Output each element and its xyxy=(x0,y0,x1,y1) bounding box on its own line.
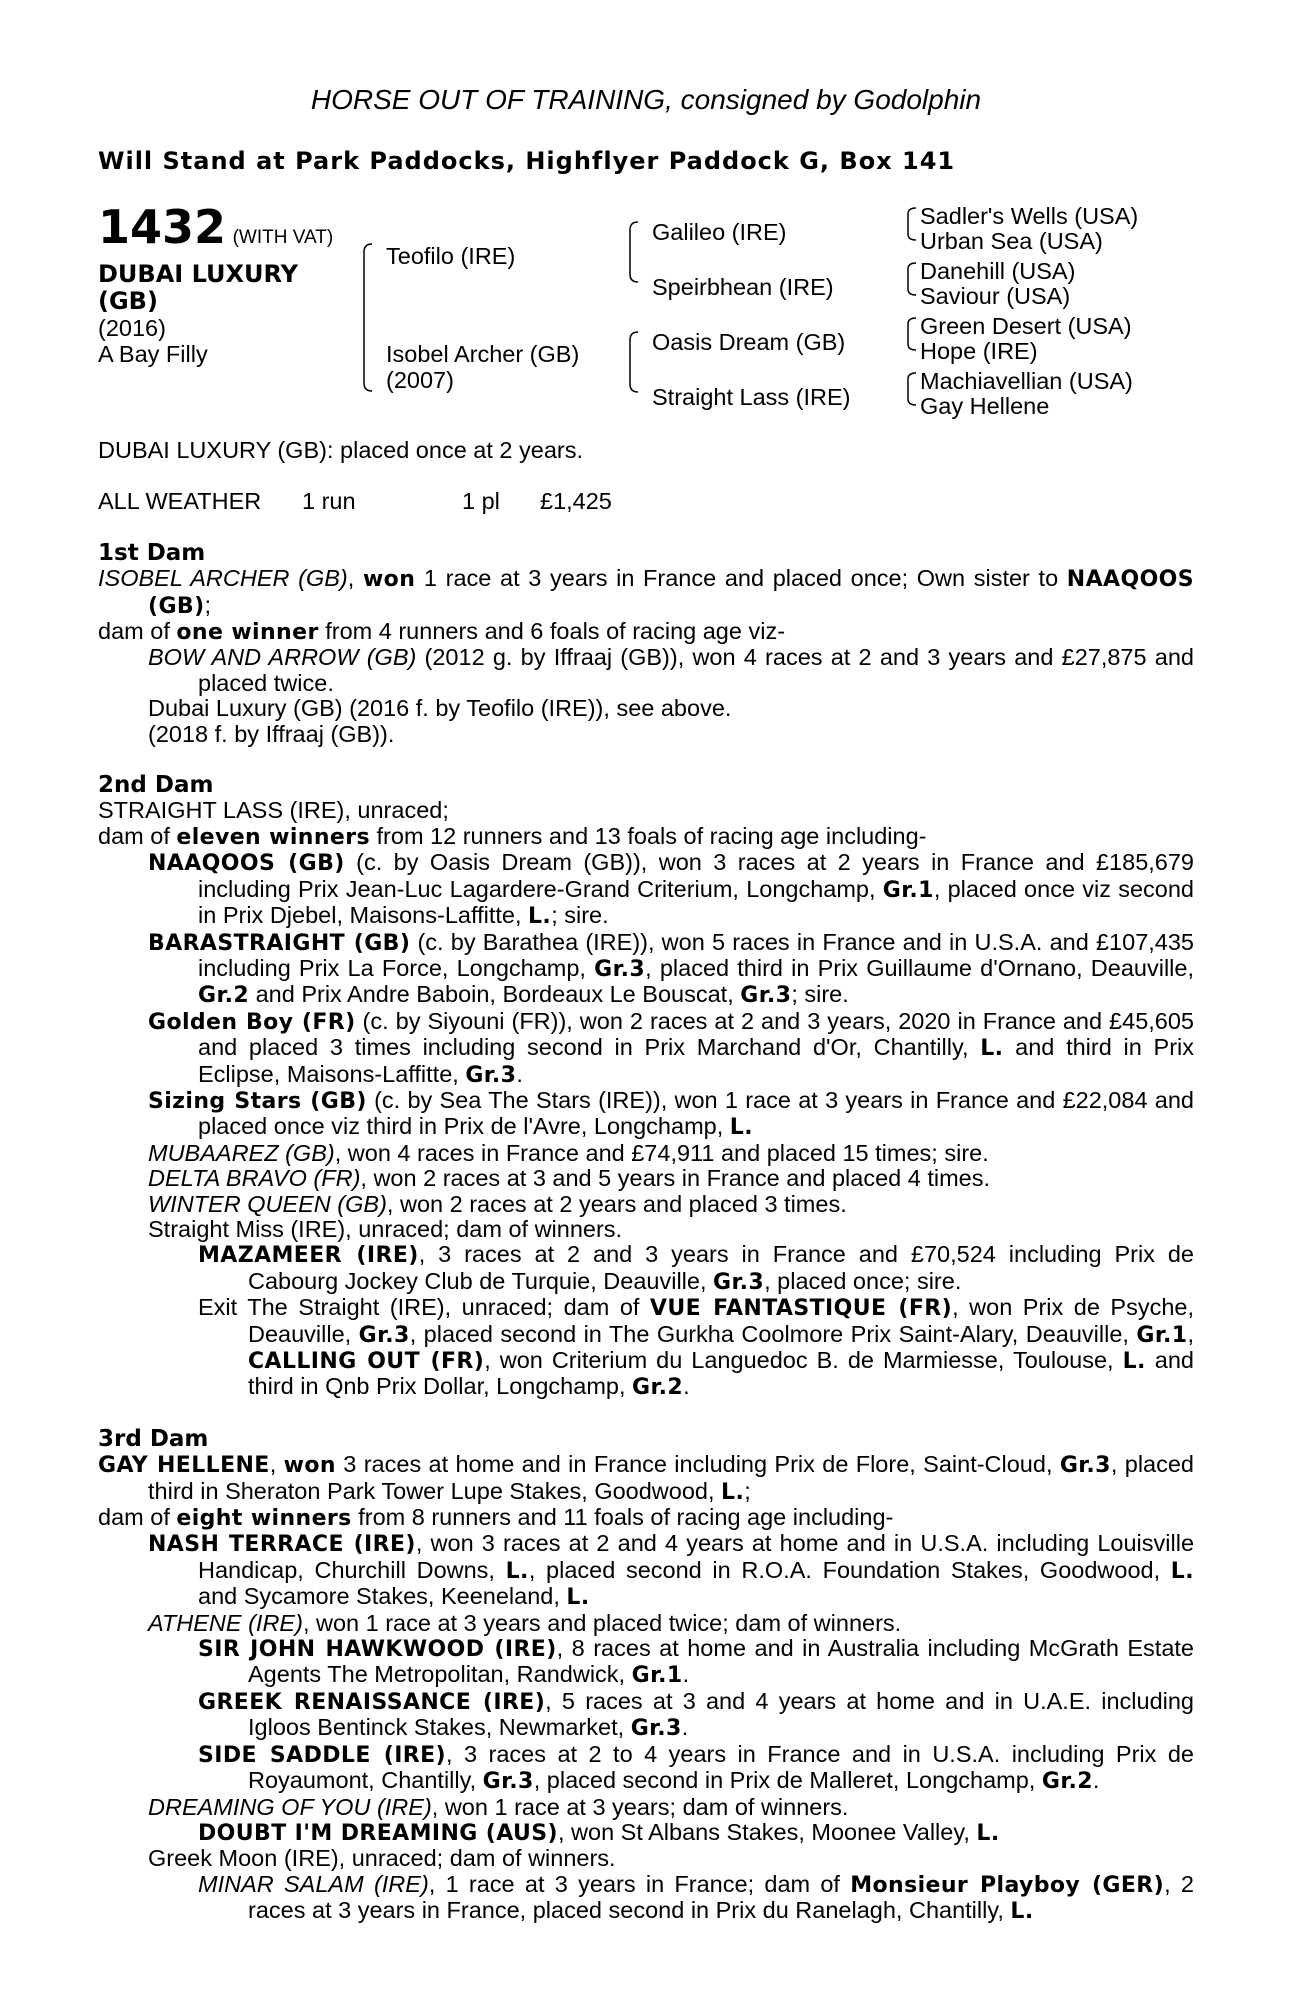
straight-lass-bracket xyxy=(908,373,916,405)
aw-earnings: £1,425 xyxy=(540,488,612,515)
produce-straight-miss: Straight Miss (IRE), unraced; dam of winners. xyxy=(148,1215,623,1242)
first-dam-entry: ISOBEL ARCHER (GB), won 1 race at 3 years in France and placed once; Own sister to NAAQOOS (GB); xyxy=(98,565,1195,619)
horse-description: A Bay Filly xyxy=(98,341,208,367)
sire-side-bracket xyxy=(630,222,638,282)
consignment-subtitle: HORSE OUT OF TRAINING, consigned by Godolphin xyxy=(310,84,982,115)
grandproduce-minar-salam: MINAR SALAM (IRE), 1 race at 3 years in France; dam of Monsieur Playboy (GER), 2 races at 3 years in France, placed second in Prix du Ranelagh, Chantilly, L. xyxy=(198,1870,1194,1925)
produce-2018-filly: (2018 f. by Iffraaj (GB)). xyxy=(148,720,395,747)
g3-hope: Hope (IRE) xyxy=(920,338,1038,364)
first-dam-produce-summary: dam of one winner from 4 runners and 6 foals of racing age viz- xyxy=(98,618,786,646)
dam-sire: Oasis Dream (GB) xyxy=(652,329,846,355)
third-dam-entry: GAY HELLENE, won 3 races at home and in France including Prix de Flore, Saint-Cloud, Gr.3, placed third in Sheraton Park Tower Lupe Stakes, Goodwood, L.; xyxy=(98,1451,1195,1505)
grandproduce-side-saddle: SIDE SADDLE (IRE), 3 races at 2 to 4 years in France and in U.S.A. including Prix de Royaumont, Chantilly, Gr.3, placed second in Prix de Malleret, Longchamp, Gr.2. xyxy=(198,1740,1194,1795)
produce-bow-and-arrow: BOW AND ARROW (GB) (2012 g. by Iffraaj (GB)), won 4 races at 2 and 3 years and £27,875 and placed twice. xyxy=(148,644,1194,696)
produce-dubai-luxury: Dubai Luxury (GB) (2016 f. by Teofilo (IRE)), see above. xyxy=(148,695,732,722)
horse-country: (GB) xyxy=(98,287,158,315)
speirbhean-bracket xyxy=(908,263,916,295)
produce-dreaming-of-you: DREAMING OF YOU (IRE), won 1 race at 3 years; dam of winners. xyxy=(148,1793,849,1820)
second-dam-entry: STRAIGHT LASS (IRE), unraced; xyxy=(98,797,449,824)
produce-greek-moon: Greek Moon (IRE), unraced; dam of winners. xyxy=(148,1845,616,1872)
produce-delta-bravo: DELTA BRAVO (FR), won 2 races at 3 and 5 years in France and placed 4 times. xyxy=(148,1165,991,1192)
race-summary: DUBAI LUXURY (GB): placed once at 2 years. xyxy=(98,437,584,463)
produce-barastraight: BARASTRAIGHT (GB) (c. by Barathea (IRE)), won 5 races in France and in U.S.A. and £107,435 including Prix La Force, Longchamp, Gr.3, placed third in Prix Guillaume d'Ornano, Deauville, Gr.2 and Prix Andre Baboin, Bordeaux Le Bouscat, Gr.3; sire. xyxy=(148,928,1195,1009)
sire-dam-bracket xyxy=(364,244,372,391)
stand-location: Will Stand at Park Paddocks, Highflyer Paddock G, Box 141 xyxy=(98,147,956,175)
third-dam-produce-summary: dam of eight winners from 8 runners and 11 foals of racing age including- xyxy=(98,1504,894,1532)
produce-golden-boy: Golden Boy (FR) (c. by Siyouni (FR)), won 2 races at 2 and 3 years, 2020 in France and £45,605 and placed 3 times including second in Prix Marchand d'Or, Chantilly, L. and third in Prix Eclipse, Maisons-Laffitte, Gr.3. xyxy=(148,1007,1194,1088)
produce-winter-queen: WINTER QUEEN (GB), won 2 races at 2 years and placed 3 times. xyxy=(148,1190,847,1217)
g3-gay-hellene: Gay Hellene xyxy=(920,393,1050,419)
foaling-year: (2016) xyxy=(98,315,166,341)
pedigree-block xyxy=(98,200,1194,440)
vat-note: (WITH VAT) xyxy=(232,227,334,248)
g3-green-desert: Green Desert (USA) xyxy=(920,313,1132,339)
dam-year: (2007) xyxy=(386,367,454,393)
dam-side-bracket xyxy=(630,332,638,392)
grandproduce-greek-renaissance: GREEK RENAISSANCE (IRE), 5 races at 3 and 4 years at home and in U.A.E. including Igloos Bentinck Stakes, Newmarket, Gr.3. xyxy=(198,1687,1194,1742)
second-dam-heading: 2nd Dam xyxy=(98,772,214,799)
first-dam-heading: 1st Dam xyxy=(98,539,206,566)
grandproduce-sir-john-hawkwood: SIR JOHN HAWKWOOD (IRE), 8 races at home and in Australia including McGrath Estate Agents The Metropolitan, Randwick, Gr.1. xyxy=(198,1635,1194,1689)
dam-dam: Straight Lass (IRE) xyxy=(652,384,851,410)
g3-sadlers-wells: Sadler's Wells (USA) xyxy=(920,203,1139,229)
aw-placed: 1 pl xyxy=(462,488,500,515)
grandproduce-exit-the-straight: Exit The Straight (IRE), unraced; dam of VUE FANTASTIQUE (FR), won Prix de Psyche, Deauville, Gr.3, placed second in The Gurkha Coolmore Prix Saint-Alary, Deauville, Gr.1, CALLING OUT (FR), won Criterium du Languedoc B. de Marmiesse, Toulouse, L. and third in Qnb Prix Dollar, Longchamp, Gr.2. xyxy=(198,1294,1194,1401)
g3-saviour: Saviour (USA) xyxy=(920,283,1071,309)
catalogue-body xyxy=(98,438,1194,1925)
all-weather-record xyxy=(98,489,1194,514)
second-dam-produce-summary: dam of eleven winners from 12 runners and 13 foals of racing age including- xyxy=(98,822,927,850)
galileo-bracket xyxy=(908,208,916,240)
aw-label: ALL WEATHER xyxy=(98,488,262,515)
g3-danehill: Danehill (USA) xyxy=(920,258,1076,284)
g3-machiavellian: Machiavellian (USA) xyxy=(920,368,1133,394)
sire-sire: Galileo (IRE) xyxy=(652,219,787,245)
grandproduce-mazameer: MAZAMEER (IRE), 3 races at 2 and 3 years in France and £70,524 including Prix de Cabourg Jockey Club de Turquie, Deauville, Gr.3, placed once; sire. xyxy=(198,1241,1194,1295)
sire: Teofilo (IRE) xyxy=(386,243,516,269)
produce-athene: ATHENE (IRE), won 1 race at 3 years and placed twice; dam of winners. xyxy=(148,1609,902,1636)
lot-number: 1432 xyxy=(98,200,227,254)
dam: Isobel Archer (GB) xyxy=(386,341,580,367)
produce-nash-terrace: NASH TERRACE (IRE), won 3 races at 2 and 4 years at home and in U.S.A. including Louisville Handicap, Churchill Downs, L., placed second in R.O.A. Foundation Stakes, Goodwood, L. and Sycamore Stakes, Keeneland, L. xyxy=(148,1530,1195,1611)
third-dam-heading: 3rd Dam xyxy=(98,1425,209,1452)
produce-mubaarez: MUBAAREZ (GB), won 4 races in France and £74,911 and placed 15 times; sire. xyxy=(148,1139,989,1166)
sire-dam: Speirbhean (IRE) xyxy=(652,274,834,300)
aw-runs: 1 run xyxy=(302,488,356,515)
g3-urban-sea: Urban Sea (USA) xyxy=(920,228,1103,254)
oasis-dream-bracket xyxy=(908,318,916,350)
horse-name: DUBAI LUXURY xyxy=(98,260,299,288)
produce-naaqoos: NAAQOOS (GB) (c. by Oasis Dream (GB)), won 3 races at 2 years in France and £185,679 including Prix Jean-Luc Lagardere-Grand Criterium, Longchamp, Gr.1, placed once viz second in Prix Djebel, Maisons-Laffitte, L.; sire. xyxy=(148,849,1194,930)
grandproduce-doubt-im-dreaming: DOUBT I'M DREAMING (AUS), won St Albans Stakes, Moonee Valley, L. xyxy=(198,1818,1000,1846)
produce-sizing-stars: Sizing Stars (GB) (c. by Sea The Stars (IRE)), won 1 race at 3 years in France and £22,084 and placed once viz third in Prix de l'Avre, Longchamp, L. xyxy=(148,1086,1194,1141)
